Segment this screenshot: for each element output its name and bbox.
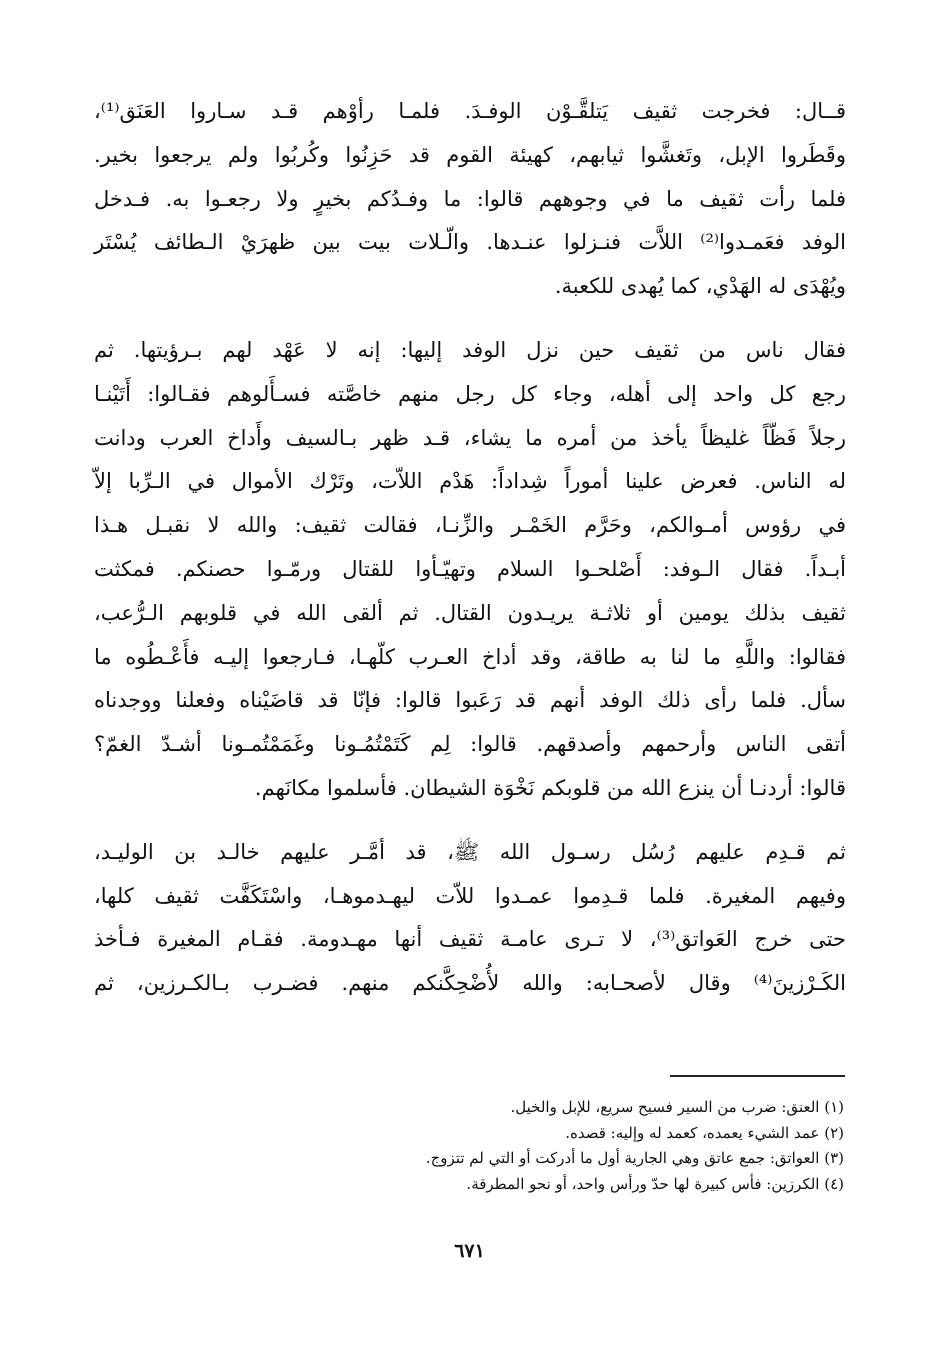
text-line: حتى خرج العَواتق⁽³⁾، لا تـرى عامـة ثقيف أنها مهـدومة. فقـام المغيرة فـأخذ	[94, 927, 846, 952]
text-line: في رؤوس أمـوالكم، وحَرَّم الخَمْـر والزِّنـا، فقالت ثقيف: والله لا نقبـل هـذا	[94, 513, 846, 538]
footnote: (٤) الكرزين: فأس كبيرة لها حدّ ورأس واحد، أو نحو المطرقة.	[466, 1174, 844, 1193]
text-line: ثم قـدِم عليهم رُسُل رسـول الله ﷺ، قد أمَّـر عليهم خالـد بن الوليـد،	[94, 839, 846, 864]
text-line: قــال: فخرجت ثقيف يَتلقَّـوْن الوفـدَ. فلمـا رأوْهم قـد سـاروا العَنَق⁽¹⁾،	[94, 99, 846, 123]
text-line: الكَـرْزينَ⁽⁴⁾ وقال لأصحـابه: والله لأُضْحِكَّنكم منهم. فضـرب بـالكـرزين، ثم	[94, 971, 846, 996]
text-line: الوفد فعَمـدوا⁽²⁾ اللاَّت فنـزلوا عنـدها. والّـلات بيت بين ظهرَيْ الـطائف يُسْتَر	[94, 230, 846, 255]
text-line: أتقى الناس وأرحمهم وأصدقهم. قالوا: لِم كَتَمْتُمُـونا وغَمَمْتُمـونا أشـدّ الغمّ؟	[94, 732, 846, 757]
text-line: أبـداً. فقال الـوفد: أَصْلحـوا السلام وتهيّـأوا للقتال ورمّـوا حصنكم. فمكثت	[94, 556, 846, 581]
paragraph-1	[94, 90, 846, 309]
footnote: (٣) العواتق: جمع عاتق وهي الجارية أول ما أدركت أو التي لم تتزوج.	[425, 1149, 844, 1167]
text-line: وفيهم المغيرة. فلما قـدِموا عمـدوا للاّت ليهـدموهـا، واسْتَكَفَّت ثقيف كلها،	[94, 883, 846, 908]
text-line: فقالوا: واللَّهِ ما لنا به طاقة، وقد أداخ العـرب كلّهـا، فـارجعوا إليـه فأَعْـطُوه ما	[94, 644, 846, 669]
footnotes	[94, 1095, 844, 1197]
page-number: ٦٧١	[454, 1240, 485, 1262]
text-line: وقَطَروا الإبل، وتَغشَّوا ثيابهم، كهيئة القوم قد حَزِنُوا وكُربُوا ولم يرجعوا بخير.	[94, 142, 846, 167]
text-line: ثقيف بذلك يومين أو ثلاثـة يريـدون القتال. ثم ألقى الله في قلوبهم الـرُّعب،	[94, 600, 846, 625]
text-line: فقال ناس من ثقيف حين نزل الوفد إليها: إنه لا عَهْد لهم بـرؤيتها. ثم	[94, 337, 846, 362]
main-text	[94, 90, 846, 1026]
footnote-divider	[670, 1075, 845, 1077]
paragraph-3	[94, 831, 846, 1006]
text-line: رجلاً فَظّاً غليظاً يأخذ من أمره ما يشاء، قـد ظهر بـالسيف وأَداخ العرب ودانت	[94, 425, 846, 450]
text-line: له الناس. فعرض علينا أموراً شِداداً: هَدْم اللاّت، وتَرْك الأموال في الـرِّبا إلاّ	[94, 469, 846, 494]
footnote: (٢) عمد الشيء يعمده، كعمد له وإليه: قصده.	[565, 1123, 844, 1142]
text-line: سأل. فلما رأى ذلك الوفد أنهم قد رَعَبوا قالوا: فإنّا قد قاضَيْناه وفعلنا ووجدناه	[94, 688, 846, 713]
text-line: قالوا: أردنـا أن ينزع الله من قلوبكم نَخْوَة الشيطان. فأسلموا مكانَهم.	[254, 775, 846, 800]
text-line: فلما رأت ثقيف ما في وجوههم قالوا: ما وفـدُكم بخيرٍ ولا رجعـوا به. فـدخل	[94, 186, 846, 211]
paragraph-2	[94, 329, 846, 811]
text-line: رجع كل واحد إلى أهله، وجاء كل رجل منهم خاصَّته فسـأَلوهم فقـالوا: أَتَيْنـا	[94, 381, 846, 406]
text-line: ويُهْدَى له الهَدْي، كما يُهدى للكعبة.	[554, 274, 846, 299]
footnote: (١) العنق: ضرب من السير فسيح سريع، للإبل والخيل.	[510, 1098, 844, 1116]
